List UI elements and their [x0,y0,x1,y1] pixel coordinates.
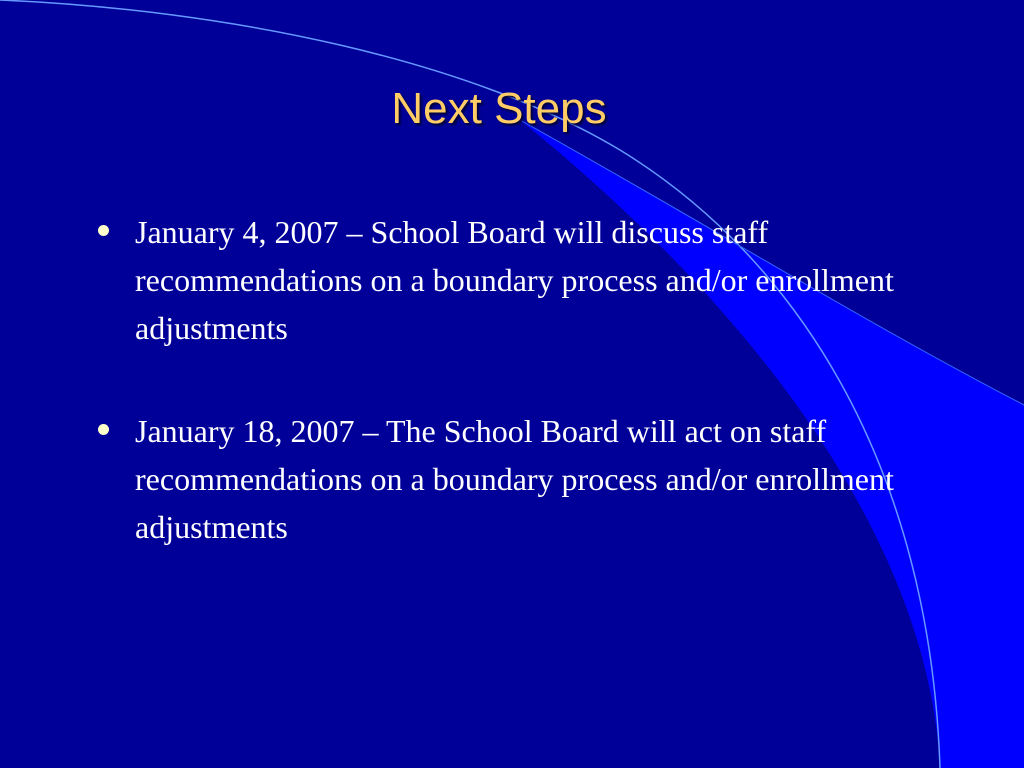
bullet-text: January 18, 2007 – The School Board will act on staff recommendations on a boundary process and/or enrollment adjustments [135,413,894,545]
bullet-item [95,407,925,551]
bullet-dot-icon [98,424,109,435]
bullet-list [95,208,925,606]
bullet-dot-icon [98,225,109,236]
slide-title: Next Steps [391,84,607,133]
bullet-item [95,208,925,352]
bullet-text: January 4, 2007 – School Board will discuss staff recommendations on a boundary process and/or enrollment adjustments [135,214,894,346]
